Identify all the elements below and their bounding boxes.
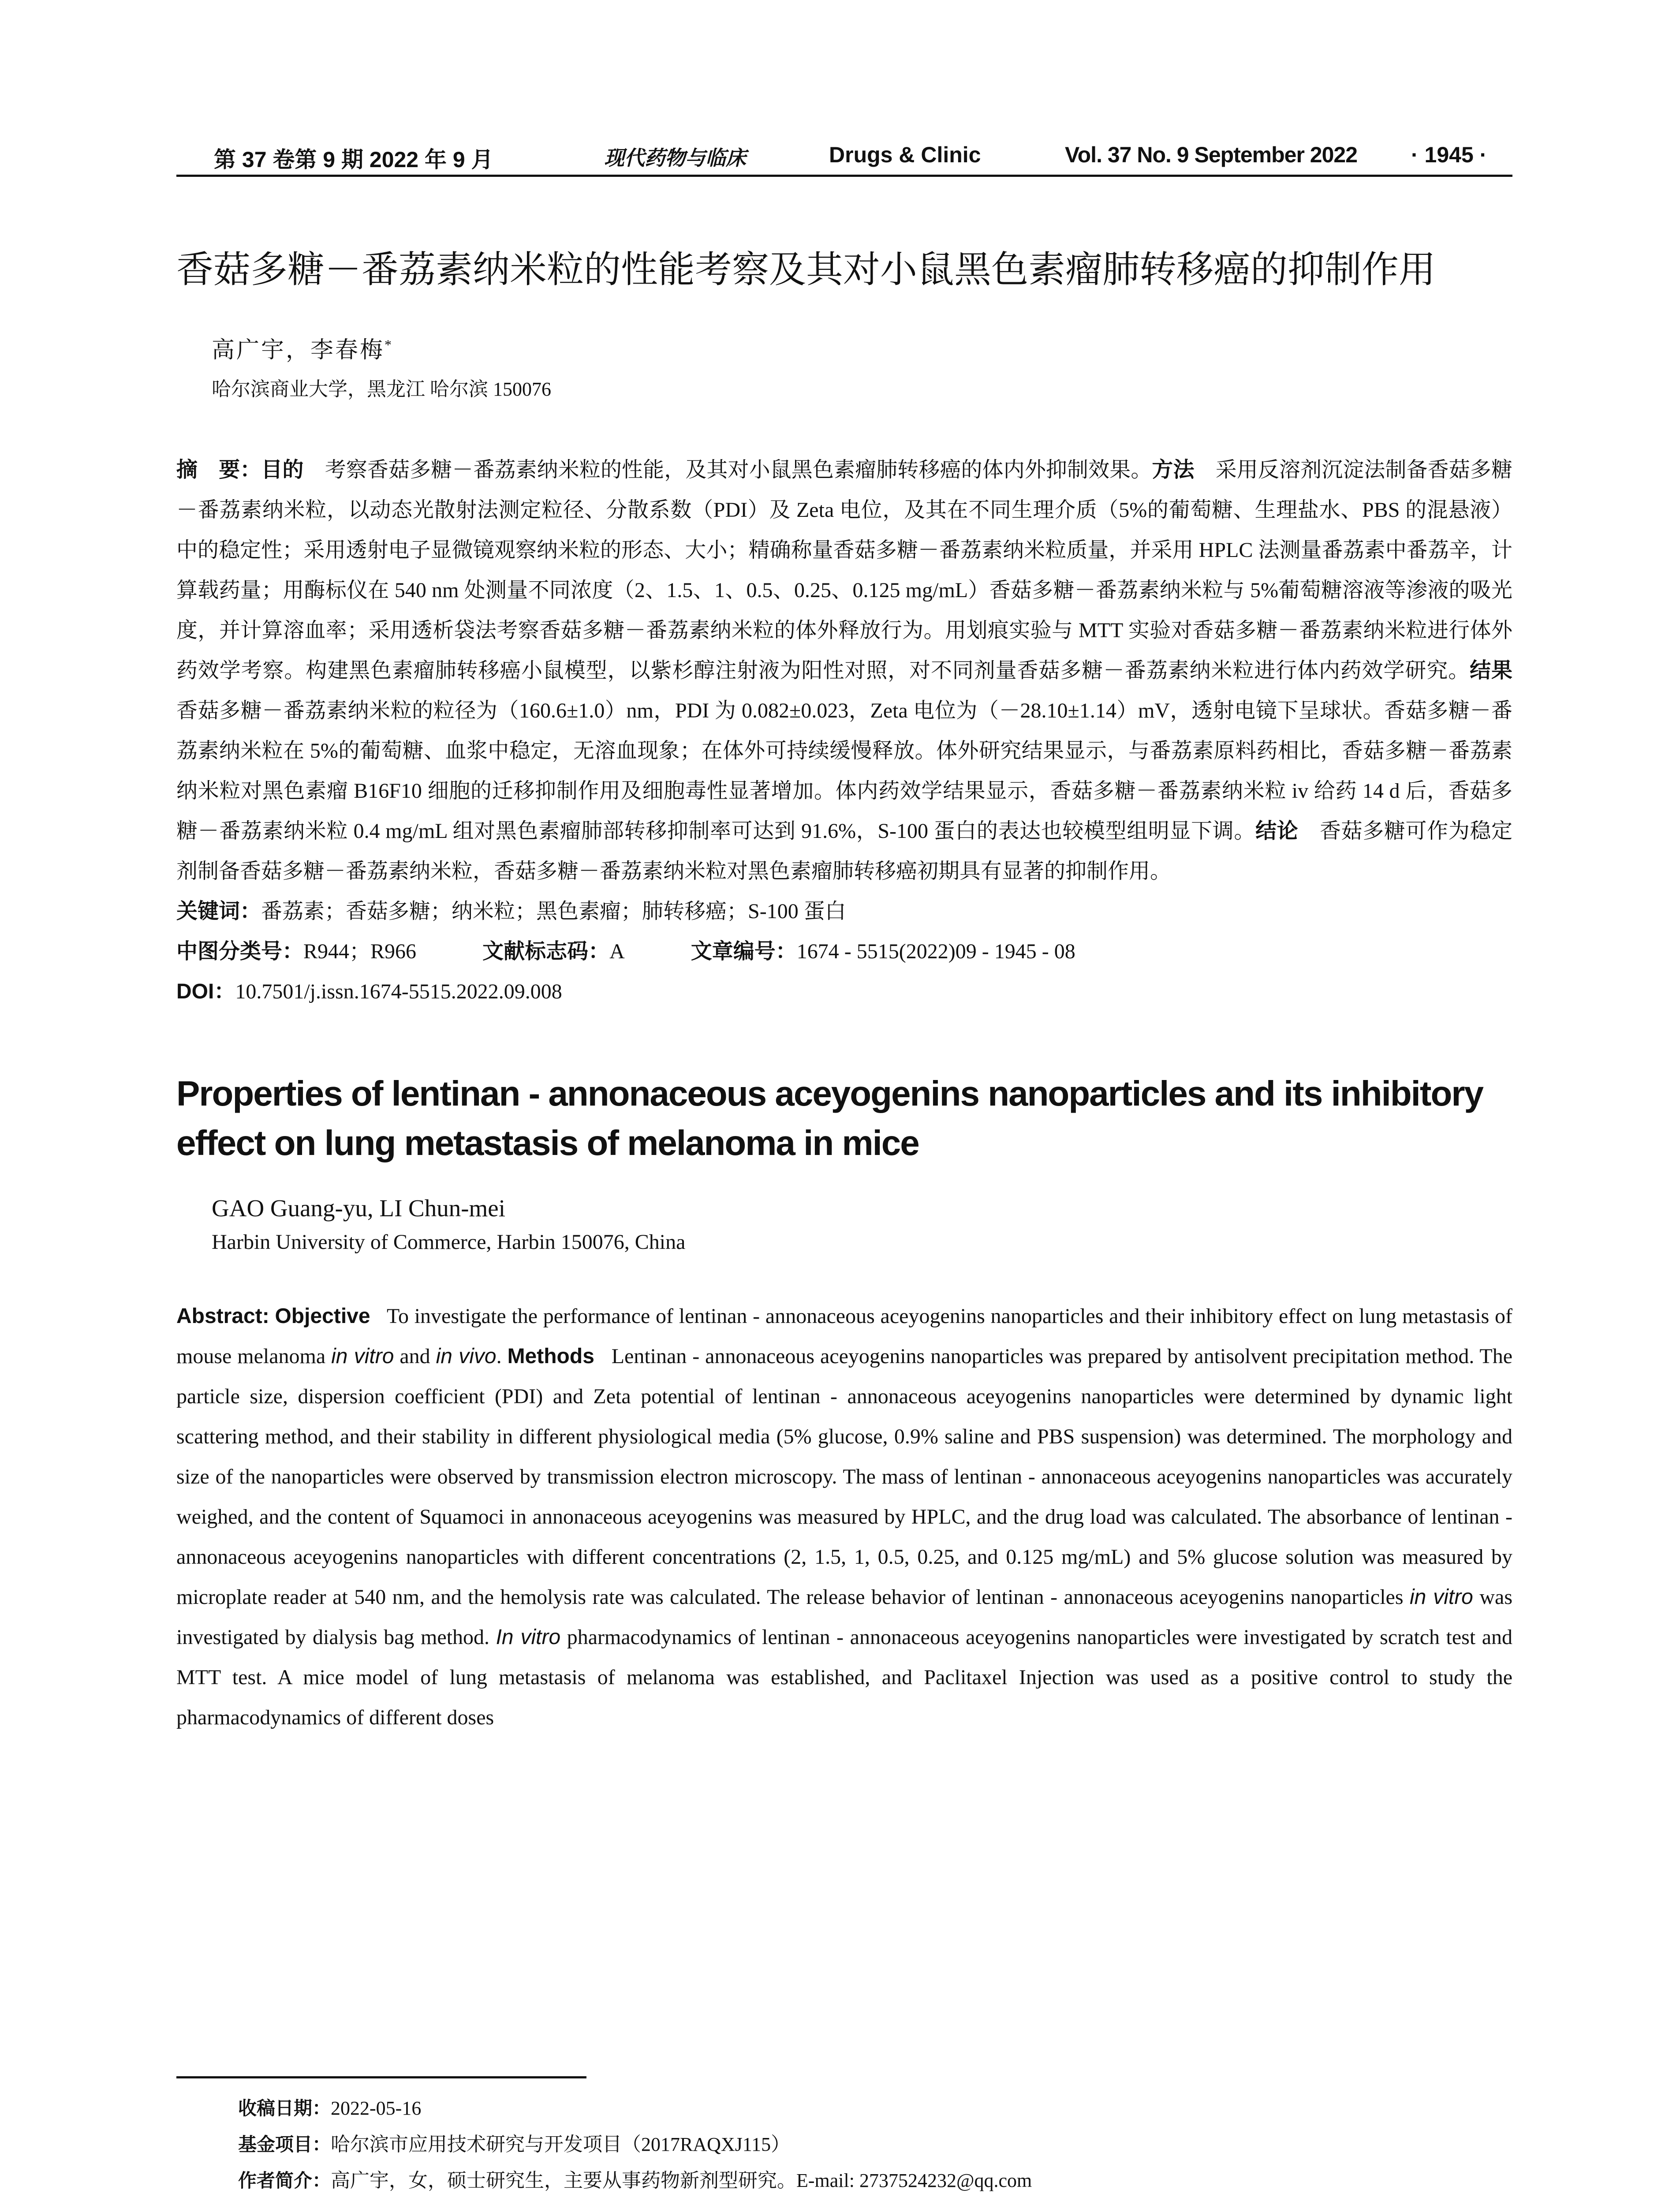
abstract-en: Abstract: Objective To investigate the performance of lentinan - annonaceous aceyogenins nanoparticles and their inhibitory effect on lung metastasis of mouse melanoma in vitro and in vivo. Methods Lentinan - annonaceous aceyogenins nanoparticles was prepared by antisolvent precipitation method. The particle size, dispersion coefficient (PDI) and Zeta potential of lentinan - annonaceous aceyogenins nanoparticles were determined by dynamic light scattering method, and their stability in different physiological media (5% glucose, 0.9% saline and PBS suspension) was determined. The morphology and size of the nanoparticles were observed by transmission electron microscopy. The mass of lentinan - annonaceous aceyogenins nanoparticles was accurately weighed, and the content of Squamoci in annonaceous aceyogenins was measured by HPLC, and the drug load was calculated. The absorbance of lentinan - annonaceous aceyogenins nanoparticles with different concentrations (2, 1.5, 1, 0.5, 0.25, and 0.125 mg/mL) and 5% glucose solution was measured by microplate reader at 540 nm, and the hemolysis rate was calculated. The release behavior of lentinan - annonaceous aceyogenins nanoparticles in vitro was investigated by dialysis bag method. In vitro pharmacodynamics of lentinan - annonaceous aceyogenins nanoparticles were investigated by scratch test and MTT test. A mice model of lung metastasis of melanoma was established, and Paclitaxel Injection was used as a positive control to study the pharmacodynamics of different doses (176, 1304, 1513, 1729)
footnote-author-bio (238, 2163, 1517, 2199)
conclusion-cn-text: 香菇多糖可作为稳定剂制备香菇多糖－番荔素纳米粒，香菇多糖－番荔素纳米粒对黑色素瘤肺转移癌初期具有显著的抑制作用。 (176, 819, 1512, 883)
footnote-label: 作者简介： (238, 2170, 331, 2191)
in-vitro-term-3: In vitro (496, 1626, 561, 1649)
keywords-cn (176, 891, 1512, 931)
doi-label: DOI： (176, 980, 235, 1003)
authors-cn-names: 高广宇，李春梅 (212, 338, 385, 363)
title-en: Properties of lentinan - annonaceous aceyogenins nanoparticles and its inhibitory effect on lung metastasis of melanoma in mice (176, 1074, 1483, 1162)
footnotes (238, 2090, 1517, 2205)
keywords-cn-label: 关键词： (176, 900, 261, 923)
in-vivo-term: in vivo (436, 1345, 497, 1368)
header-volume-en: Vol. 37 No. 9 September 2022 (1065, 142, 1358, 167)
authors-en: GAO Guang-yu, LI Chun-mei (212, 1195, 505, 1222)
clc-value: R944；R966 (303, 940, 417, 963)
article-page (176, 132, 1513, 2191)
methods-en-label: Methods (507, 1345, 594, 1368)
methods-en-text-b: was investigated by dialysis bag method. (176, 1585, 1513, 1649)
methods-cn-text: 采用反溶剂沉淀法制备香菇多糖－番荔素纳米粒，以动态光散射法测定粒径、分散系数（PDI）及 Zeta 电位，及其在不同生理介质（5%的葡萄糖、生理盐水、PBS 的混悬液）中的稳定性；采用透射电子显微镜观察纳米粒的形态、大小；精确称量香菇多糖－番荔素纳米粒质量，并采用 HPLC 法测量番荔素中番荔辛，计算载药量；用酶标仪在 540 nm 处测量不同浓度（2、1.5、1、0.5、0.25、0.125 mg/mL）香菇多糖－番荔素纳米粒与 5%葡萄糖溶液等渗液的吸光度，并计算溶血率；采用透析袋法考察香菇多糖－番荔素纳米粒的体外释放行为。用划痕实验与 MTT 实验对香菇多糖－番荔素纳米粒进行体外药效学考察。构建黑色素瘤肺转移癌小鼠模型，以紫杉醇注射液为阳性对照，对不同剂量香菇多糖－番荔素纳米粒进行体内药效学研究。 (176, 458, 1512, 682)
article-number-value: 1674 - 5515(2022)09 - 1945 - 08 (796, 940, 1075, 963)
doc-code-label: 文献标志码： (482, 940, 610, 963)
in-vitro-term-2: in vitro (1410, 1585, 1473, 1609)
doi-value: 10.7501/j.issn.1674-5515.2022.09.008 (235, 980, 562, 1003)
authors-cn (212, 331, 1512, 364)
results-cn-text: 香菇多糖－番荔素纳米粒的粒径为（160.6±1.0）nm，PDI 为 0.082±0.023，Zeta 电位为（－28.10±1.14）mV，透射电镜下呈球状。香菇多糖－番荔素纳米粒在 5%的葡萄糖、血浆中稳定，无溶血现象；在体外可持续缓慢释放。体外研究结果显示，与番荔素原料药相比，香菇多糖－番荔素纳米粒对黑色素瘤 B16F10 细胞的迁移抑制作用及细胞毒性显著增加。体内药效学结果显示，香菇多糖－番荔素纳米粒 iv 给药 14 d 后，香菇多糖－番荔素纳米粒 0.4 mg/mL 组对黑色素瘤肺部转移抑制率可达到 91.6%，S-100 蛋白的表达也较模型组明显下调。 (176, 699, 1512, 843)
results-cn-label: 结果 (1470, 659, 1512, 682)
affiliation-en: Harbin University of Commerce, Harbin 150076, China (212, 1230, 686, 1254)
keywords-cn-text: 番荔素；香菇多糖；纳米粒；黑色素瘤；肺转移癌；S-100 蛋白 (261, 900, 846, 923)
corresponding-mark: * (385, 336, 394, 353)
affiliation-cn: 哈尔滨商业大学，黑龙江 哈尔滨 150076 (212, 378, 551, 400)
footnote-received (238, 2090, 1517, 2127)
header-issue-cn: 第 37 卷第 9 期 2022 年 9 月 (214, 147, 493, 172)
footnote-corresponding-author (238, 2199, 1517, 2205)
article-number-label: 文章编号： (691, 940, 797, 963)
header-journal-cn: 现代药物与临床 (604, 146, 746, 170)
objective-en-text: To investigate the performance of lentinan - annonaceous aceyogenins nanoparticles and their inhibitory effect on lung metastasis of mouse melanoma (176, 1304, 1513, 1368)
and-word: and (399, 1345, 430, 1368)
doc-code-value: A (609, 940, 625, 963)
conclusion-cn-label: 结论 (1255, 819, 1299, 843)
footnote-label: 收稿日期： (238, 2098, 331, 2119)
header-page-number: · 1945 · (1411, 142, 1487, 167)
abstract-cn (176, 450, 1512, 891)
abstract-cn-label: 摘 要： (176, 458, 261, 482)
abstract-en-label: Abstract: (176, 1304, 269, 1328)
in-vitro-term: in vitro (331, 1345, 394, 1368)
methods-cn-label: 方法 (1152, 458, 1195, 482)
clc-label: 中图分类号： (176, 940, 304, 963)
methods-en-text-c: pharmacodynamics of lentinan - annonaceous aceyogenins nanoparticles were investigated by scratch test and MTT test. A mice model of lung metastasis of melanoma was established, and Paclitaxel Injection was used as a positive control to study the pharmacodynamics of different doses (176, 1626, 1513, 1729)
objective-cn-label: 目的 (261, 458, 304, 482)
doi-line (176, 972, 1512, 1012)
footnote-funding (238, 2127, 1517, 2163)
footnote-text: 高广宇，女，硕士研究生，主要从事药物新剂型研究。E-mail: 2737524232@qq.com (331, 2170, 1032, 2191)
classification-line (176, 931, 1512, 972)
objective-cn-text: 考察香菇多糖－番荔素纳米粒的性能，及其对小鼠黑色素瘤肺转移癌的体内外抑制效果。 (325, 458, 1152, 482)
objective-en-label: Objective (275, 1304, 370, 1328)
footnote-text: 哈尔滨市应用技术研究与开发项目（2017RAQXJ115） (331, 2134, 791, 2155)
footnote-text: 2022-05-16 (331, 2097, 422, 2119)
footnote-divider (176, 2076, 586, 2078)
header-journal-en: Drugs & Clinic (829, 142, 981, 167)
running-header (176, 132, 1512, 177)
methods-en-text-a: Lentinan - annonaceous aceyogenins nanoparticles was prepared by antisolvent precipitation method. The particle size, dispersion coefficient (PDI) and Zeta potential of lentinan - annonaceous aceyogenins nanoparticles were determined by dynamic light scattering method, and their stability in different physiological media (5% glucose, 0.9% saline and PBS suspension) was determined. The morphology and size of the nanoparticles were observed by transmission electron microscopy. The mass of lentinan - annonaceous aceyogenins nanoparticles was accurately weighed, and the content of Squamoci in annonaceous aceyogenins was measured by HPLC, and the drug load was calculated. The absorbance of lentinan - annonaceous aceyogenins nanoparticles with different concentrations (2, 1.5, 1, 0.5, 0.25, and 0.125 mg/mL) and 5% glucose solution was measured by microplate reader at 540 nm, and the hemolysis rate was calculated. The release behavior of lentinan - annonaceous aceyogenins nanoparticles (176, 1345, 1513, 1609)
title-cn: 香菇多糖－番荔素纳米粒的性能考察及其对小鼠黑色素瘤肺转移癌的抑制作用 (176, 248, 1436, 291)
footnote-label: 基金项目： (238, 2134, 331, 2155)
